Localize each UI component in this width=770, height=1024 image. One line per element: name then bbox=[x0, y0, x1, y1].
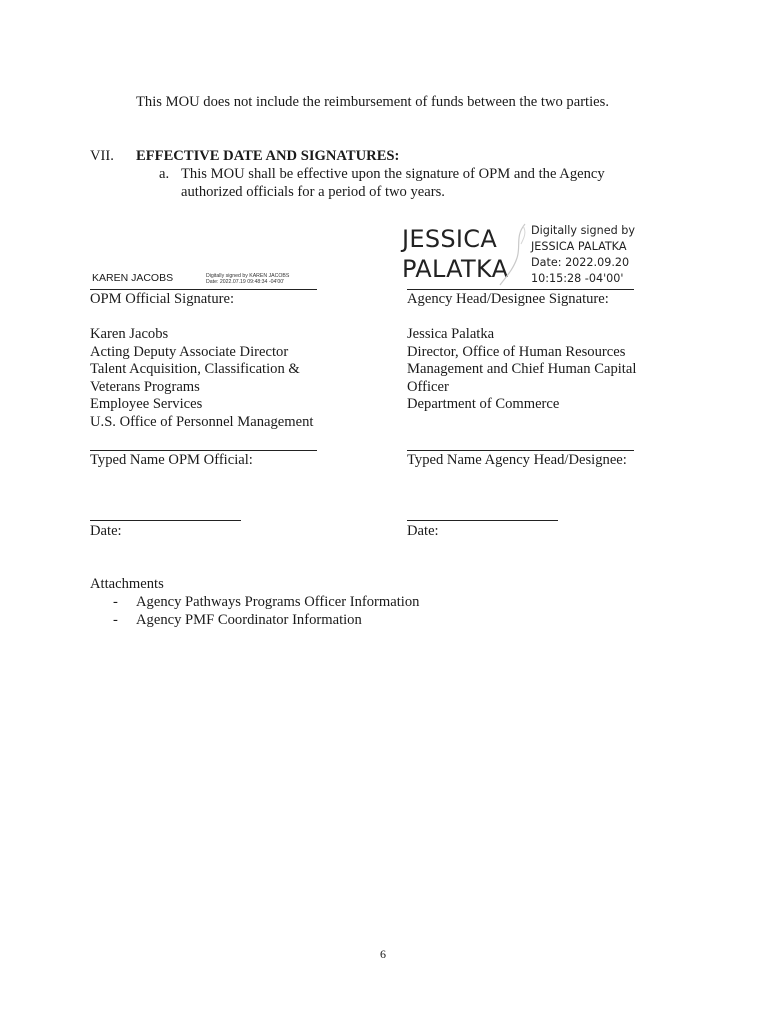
attachments-heading: Attachments bbox=[90, 576, 164, 592]
opm-official-line: Acting Deputy Associate Director bbox=[90, 343, 289, 360]
agency-signature-label: Agency Head/Designee Signature: bbox=[407, 291, 609, 307]
opm-typed-name-label: Typed Name OPM Official: bbox=[90, 452, 253, 468]
agency-official-line: Jessica Palatka bbox=[407, 326, 495, 342]
section-number: VII. bbox=[90, 148, 114, 164]
agency-signature-detail-line-4: 10:15:28 -04'00' bbox=[531, 272, 624, 285]
signature-flourish-icon bbox=[497, 222, 531, 288]
item-marker: a. bbox=[159, 166, 170, 182]
agency-official-line: Department of Commerce bbox=[407, 396, 560, 413]
agency-signature-detail-line-2: JESSICA PALATKA bbox=[531, 240, 627, 253]
section-title: EFFECTIVE DATE AND SIGNATURES: bbox=[136, 148, 400, 164]
attachment-bullet: - bbox=[113, 594, 118, 610]
opm-official-details bbox=[90, 326, 313, 432]
opm-signature-label: OPM Official Signature: bbox=[90, 291, 235, 307]
opm-official-line: Employee Services bbox=[90, 396, 203, 413]
agency-official-line: Director, Office of Human Resources bbox=[407, 343, 626, 360]
attachment-bullet: - bbox=[113, 612, 118, 628]
agency-signature-line bbox=[407, 289, 634, 290]
opm-date-label: Date: bbox=[90, 523, 122, 539]
agency-signature-name-line-2: PALATKA bbox=[402, 255, 509, 283]
opm-signature-line bbox=[90, 289, 317, 290]
opm-signer-name: KAREN JACOBS bbox=[92, 272, 174, 284]
opm-official-line: Karen Jacobs bbox=[90, 326, 169, 342]
attachment-item: Agency PMF Coordinator Information bbox=[136, 612, 362, 628]
agency-date-line bbox=[407, 520, 558, 521]
agency-typed-name-label: Typed Name Agency Head/Designee: bbox=[407, 452, 627, 468]
opm-typed-name-line bbox=[90, 450, 317, 451]
opm-official-line: Talent Acquisition, Classification & bbox=[90, 361, 300, 378]
agency-typed-name-line bbox=[407, 450, 634, 451]
opm-date-line bbox=[90, 520, 241, 521]
page-number: 6 bbox=[380, 947, 386, 961]
attachment-item: Agency Pathways Programs Officer Information bbox=[136, 594, 420, 610]
item-text-line-1: This MOU shall be effective upon the signature of OPM and the Agency bbox=[181, 166, 605, 182]
agency-official-line: Management and Chief Human Capital bbox=[407, 361, 637, 378]
opm-signature-detail-line-1: Digitally signed by KAREN JACOBS bbox=[206, 273, 290, 279]
opm-official-line: Veterans Programs bbox=[90, 378, 200, 395]
opm-official-line: U.S. Office of Personnel Management bbox=[90, 413, 314, 430]
item-text-line-2: authorized officials for a period of two years. bbox=[181, 184, 445, 200]
agency-signature-detail-line-1: Digitally signed by bbox=[531, 224, 635, 237]
agency-official-line: Officer bbox=[407, 378, 449, 395]
agency-official-details bbox=[407, 326, 636, 414]
opm-signature-detail-line-2: Date: 2022.07.19 09:48:34 -04'00' bbox=[206, 279, 285, 285]
agency-signature-detail-line-3: Date: 2022.09.20 bbox=[531, 256, 630, 269]
intro-paragraph: This MOU does not include the reimbursement of funds between the two parties. bbox=[136, 94, 609, 110]
agency-date-label: Date: bbox=[407, 523, 439, 539]
agency-signature-name-line-1: JESSICA bbox=[402, 225, 498, 253]
